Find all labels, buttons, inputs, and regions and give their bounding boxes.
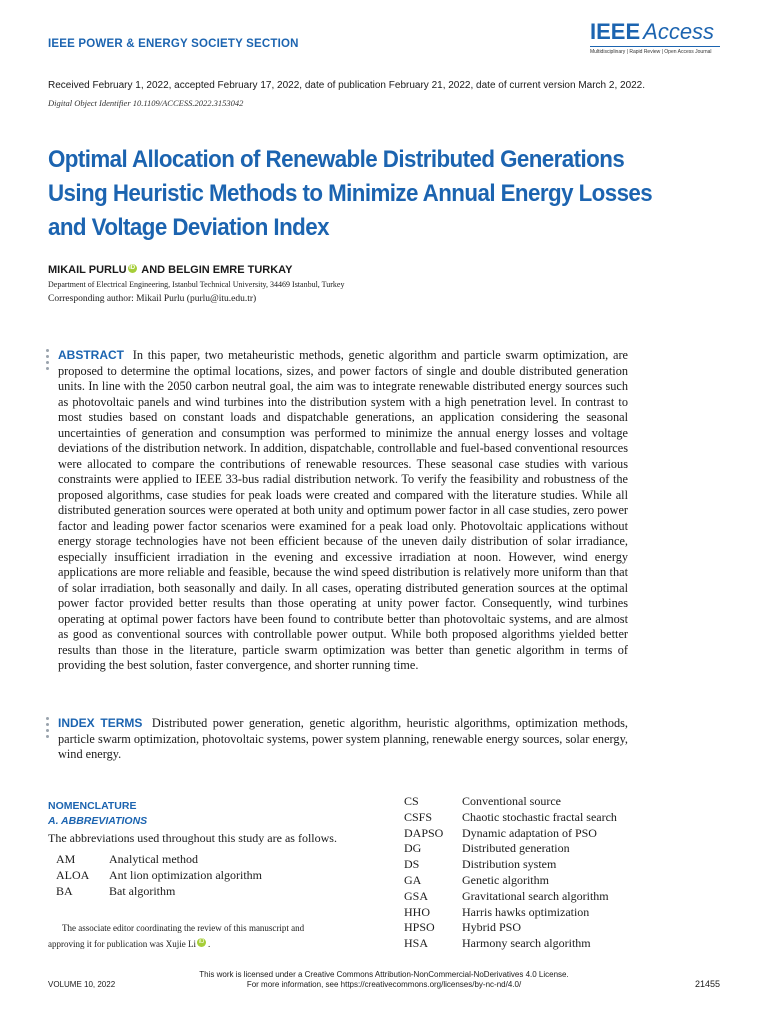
abbreviations-intro: The abbreviations used throughout this study are as follows. (48, 831, 337, 845)
orcid-icon[interactable]: iD (198, 939, 205, 945)
editor-note-end: . (207, 939, 211, 949)
section-label: IEEE POWER & ENERGY SOCIETY SECTION (48, 38, 299, 50)
index-terms-label: INDEX TERMS (58, 716, 143, 730)
abbreviation-meaning: Hybrid PSO (462, 920, 522, 935)
logo-access-text: Access (643, 19, 715, 44)
abstract-text: In this paper, two metaheuristic methods, genetic algorithm and particle swarm optimization, are proposed to determine the optimal locations, sizes, and power factors of single and double distributed generation units. In line with the 2050 carbon neutral goal, the aim was to integrate renewable distributed energy sources such as photovoltaic panels and wind turbines into the distribution system with a high penetration level. In contrast to most studies based on constant loads and dispatchable generations, an application considering the seasonal uncertainties of generation and consumption was performed to minimize the annual energy losses and voltage deviations of the distribution network. In addition, dispatchable, controllable and fuel-based conventional resources were allocated to compare the contributions of renewable resources. These seasonal case studies with various constraints were applied to IEEE 33-bus radial distribution network. To verify the feasibility and robustness of the proposed algorithms, case studies for peak loads were created and compared with the literature studies. While all distributed generation sources were operated at both unity and optimum power factor in all case studies, zero power factor and leading power factor scenarios were examined for a peak load only. Photovoltaic applications without energy storage technologies have not been efficient because of the uneven daily distribution of solar irradiance, especially insufficient irradiation in the evening and excessive irradiation at noon. However, wind energy applications are more reliable and feasible, because the wind speed distribution is relatively more uniform than that of solar irradiation, both seasonally and daily. In all cases, operating distributed generation sources at the optimal power factor provided better results than those operating at unity power factor. Consequently, wind turbines operating at optimal power factors have been found to contribute better than photovoltaic systems, and are almost as good as conventional sources with controllable power output. While both proposed algorithms yielded better results than those in the literature, particle swarm optimization was better than genetic algorithm in terms of providing the best solution, faster convergence, and shorter running time. (58, 348, 628, 672)
abbreviation: ALOA (56, 867, 90, 882)
abbreviation-row (404, 857, 617, 873)
abbreviation-meaning: Genetic algorithm (462, 872, 549, 887)
author-name: MIKAIL PURLU (48, 264, 127, 276)
abbreviation: CSFS (404, 809, 433, 824)
abbreviation: DS (404, 857, 420, 872)
abbreviation: DAPSO (404, 825, 444, 840)
abbreviation-row (404, 794, 617, 810)
logo-ieee-text: IEEE (590, 19, 641, 44)
abbreviation-row (404, 841, 617, 857)
abbreviation-row (56, 884, 262, 900)
affiliation: Department of Electrical Engineering, Istanbul Technical University, 34469 Istanbul, Turkey (48, 280, 345, 289)
abbreviation-row (404, 936, 617, 952)
section-dots-icon (46, 349, 50, 373)
abbreviation: AM (56, 852, 76, 866)
abbreviation-meaning: Dynamic adaptation of PSO (462, 825, 597, 840)
abbreviation-meaning: Distributed generation (462, 841, 570, 856)
abstract-label: ABSTRACT (58, 348, 124, 362)
abbreviation-row (56, 868, 262, 884)
abbreviation: HSA (404, 936, 429, 951)
abbreviation: GSA (404, 888, 429, 903)
editor-note (48, 920, 372, 952)
abbreviation-meaning: Harris hawks optimization (462, 904, 590, 919)
volume-label: VOLUME 10, 2022 (48, 980, 116, 989)
section-dots-icon (46, 717, 50, 741)
abbreviation-meaning: Ant lion optimization algorithm (109, 867, 262, 882)
index-terms-text: Distributed power generation, genetic algorithm, heuristic algorithms, optimization methods, particle swarm optimization, photovoltaic systems, power system planning, renewable energy sources, solar energy, wind energy. (58, 716, 628, 761)
abbreviation-meaning: Distribution system (462, 857, 557, 872)
logo-tagline: Multidisciplinary | Rapid Review | Open Access Journal (590, 46, 720, 55)
abbreviation-meaning: Bat algorithm (109, 883, 176, 898)
page-number: 21455 (694, 979, 720, 989)
license-notice (0, 970, 768, 990)
abbreviation-meaning: Harmony search algorithm (462, 936, 591, 951)
abbreviation-list-right (404, 794, 617, 952)
abbreviation: HHO (404, 904, 430, 919)
index-terms (58, 716, 628, 763)
editor-note-line: The associate editor coordinating the review of this manuscript and (62, 923, 305, 933)
author-line (48, 264, 292, 276)
editor-note-text: approving it for publication was Xujie Li (48, 939, 196, 949)
abbreviation-row (56, 852, 262, 868)
abbreviation: HPSO (404, 920, 435, 935)
abbreviation-row (404, 873, 617, 889)
abbreviation-row (404, 826, 617, 842)
abbreviation: BA (56, 883, 73, 898)
abbreviation-row (404, 889, 617, 905)
author-name: AND BELGIN EMRE TURKAY (138, 264, 293, 276)
abbreviations-subheading: A. ABBREVIATIONS (48, 815, 148, 827)
editor-note-line (48, 936, 372, 952)
nomenclature-heading: NOMENCLATURE (48, 800, 137, 812)
ieee-access-logo (590, 20, 720, 55)
abbreviation-meaning: Chaotic stochastic fractal search (462, 809, 617, 824)
abbreviation-meaning: Analytical method (109, 852, 198, 866)
paper-title: Optimal Allocation of Renewable Distributed Generations Using Heuristic Methods to Minimize Annual Energy Losses and Voltage Deviation Index (48, 146, 653, 241)
orcid-icon[interactable]: iD (129, 265, 136, 271)
abbreviation-list-left (56, 852, 262, 899)
corresponding-author: Corresponding author: Mikail Purlu (purlu@itu.edu.tr) (48, 294, 257, 304)
abbreviation-meaning: Conventional source (462, 794, 561, 808)
abbreviation-row (404, 810, 617, 826)
license-line: This work is licensed under a Creative Commons Attribution-NonCommercial-NoDerivatives 4.0 License. (199, 970, 569, 979)
doi-line: Digital Object Identifier 10.1109/ACCESS.2022.3153042 (48, 98, 244, 108)
abbreviation: GA (404, 872, 422, 887)
abbreviation: CS (404, 794, 419, 808)
license-link[interactable]: For more information, see https://creativecommons.org/licenses/by-nc-nd/4.0/ (246, 980, 522, 989)
abbreviation-row (404, 920, 617, 936)
abbreviation-row (404, 905, 617, 921)
abbreviation-meaning: Gravitational search algorithm (462, 888, 609, 903)
abstract (58, 348, 628, 674)
abbreviation: DG (404, 841, 422, 856)
received-dates: Received February 1, 2022, accepted February 17, 2022, date of publication February 21, 2022, date of current version March 2, 2022. (48, 80, 646, 91)
